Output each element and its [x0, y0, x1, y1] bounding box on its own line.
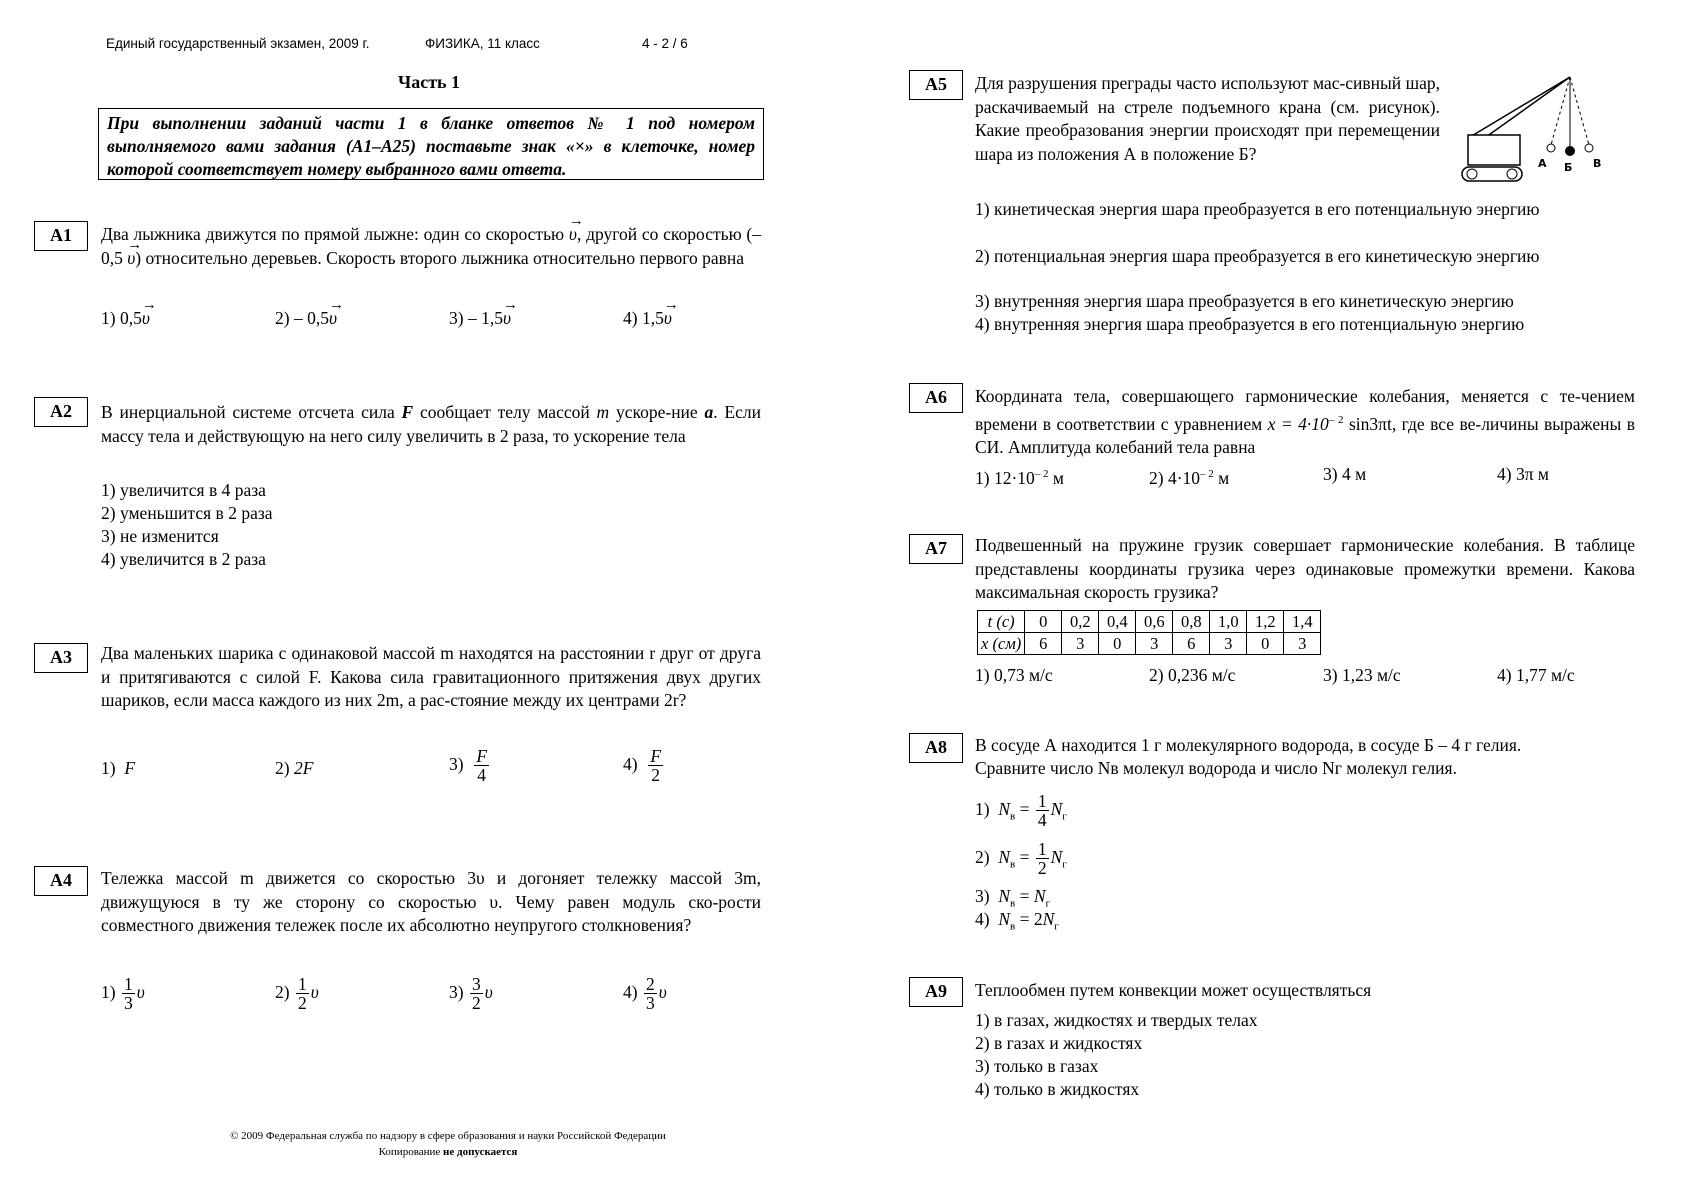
question-text-a7: Подвешенный на пружине грузик совершает гармонические колебания. В таблице представлены координаты грузика через одинаковые промежутки времени. Какова максимальная скорость грузика? [975, 535, 1635, 602]
option-a1-2: 2) – 0,5→ υ [275, 307, 337, 330]
option-a5-3: 3) внутренняя энергия шара преобразуется в его кинетическую энергию [975, 291, 1514, 311]
question-text-a9: Теплообмен путем конвекции может осуществляться [975, 980, 1372, 1000]
option-a5-1: 1) кинетическая энергия шара преобразуется в его потенциальную энергию [975, 199, 1540, 219]
option-a8-2: 2) $N_в$ = $\frac{1}{2}$ $N_г$ [975, 839, 1067, 879]
option-a6-3: 3) 4 м [1323, 464, 1367, 484]
option-a2-3: 3) не изменится [101, 526, 219, 546]
option-a9-2: 2) в газах и жидкостях [975, 1033, 1143, 1053]
footer [168, 1128, 728, 1160]
option-a4-2: 2) $\frac{1}{2}$ υ [275, 974, 319, 1014]
velocity-vector: → υ [569, 223, 577, 247]
option-a3-1: 1) F [101, 758, 136, 778]
question-text-a5: Для разрушения преграды часто используют мас-сивный шар, раскачиваемый на стреле подъемного крана (см. рисунок). Какие преобразования энергии происходят при перемещении шара из положения А в положение Б? [975, 73, 1440, 164]
question-label-a2: А2 [34, 397, 88, 427]
question-label-a8: А8 [909, 733, 963, 763]
option-a7-2: 2) 0,236 м/с [1149, 665, 1236, 685]
instructions-box: При выполнении заданий части 1 в бланке ответов № 1 под номером выполняемого вами задания (А1–А25) поставьте знак «×» в клеточке, номер которой соответствует номеру выбранного вами ответа. [98, 108, 764, 180]
part-title: Часть 1 [398, 72, 461, 92]
exam-title: Единый государственный экзамен, 2009 г. [106, 36, 370, 51]
option-a3-3: 3) $\frac{F}{4}$ [449, 746, 488, 786]
option-a8-3: 3) $N_в = N_г$ [975, 886, 1051, 910]
option-a6-1: 1) $12\cdot 10^{- 2}$ м [975, 467, 1064, 488]
option-a4-4: 4) $\frac{2}{3}$ υ [623, 974, 667, 1014]
option-a1-3: 3) – 1,5→ υ [449, 307, 511, 330]
table-row: x (см) 6 3 0 3 6 3 0 3 [978, 633, 1321, 655]
question-label-a4: А4 [34, 866, 88, 896]
question-text-a4: Тележка массой m движется со скоростью 3υ и догоняет тележку массой 3m, движущуюся в ту же сторону со скоростью υ. Чему равен модуль ско-рости совместного движения тележек после их абсолютно неупругого столкновения? [101, 868, 761, 935]
option-a8-1: 1) $N_в$ = $\frac{1}{4}$ $N_г$ [975, 791, 1067, 831]
option-a3-4: 4) $\frac{F}{2}$ [623, 746, 662, 786]
question-text-a8-line2: Сравните число Nв молекул водорода и число Nг молекул гелия. [975, 758, 1457, 778]
option-a2-4: 4) увеличится в 2 раза [101, 549, 266, 569]
question-label-a9: А9 [909, 977, 963, 1007]
crane-figure [1458, 75, 1630, 187]
question-label-a5: А5 [909, 70, 963, 100]
question-label-a3: А3 [34, 643, 88, 673]
page-number: 4 - 2 / 6 [642, 36, 688, 51]
question-text-a8-line1: В сосуде А находится 1 г молекулярного водорода, в сосуде Б – 4 г гелия. [975, 735, 1522, 755]
data-table-a7 [977, 610, 1321, 655]
question-text-a3: Два маленьких шарика с одинаковой массой m находятся на расстоянии r друг от друга и притягиваются с силой F. Какова сила гравитационного притяжения двух других шариков, если масса каждого из них 2m, а рас-стояние между их центрами 2r? [101, 643, 761, 710]
question-label-a6: А6 [909, 383, 963, 413]
option-a1-4: 4) 1,5→ υ [623, 307, 672, 330]
question-text-a1: Два лыжника движутся по прямой лыжне: один со скоростью → υ, другой со скоростью (– 0,5 → υ) относительно деревьев. Скорость второго лыжника относительно первого равна [101, 223, 761, 270]
option-a7-4: 4) 1,77 м/с [1497, 665, 1575, 685]
option-a8-4: 4) $N_в = 2N_г$ [975, 909, 1059, 933]
option-a9-4: 4) только в жидкостях [975, 1079, 1140, 1099]
option-a4-3: 3) $\frac{3}{2}$ υ [449, 974, 493, 1014]
option-a4-1: 1) $\frac{1}{3}$ υ [101, 974, 145, 1014]
table-row: t (с) 0 0,2 0,4 0,6 0,8 1,0 1,2 1,4 [978, 611, 1321, 633]
copy-notice: Копирование не допускается [378, 1146, 518, 1158]
option-a9-1: 1) в газах, жидкостях и твердых телах [975, 1010, 1258, 1030]
question-label-a1: А1 [34, 221, 88, 251]
copyright-line: © 2009 Федеральная служба по надзору в сфере образования и науки Российской Федерации [230, 1130, 666, 1142]
option-a2-2: 2) уменьшится в 2 раза [101, 503, 273, 523]
option-a6-4: 4) 3π м [1497, 464, 1549, 484]
label-a: А [1538, 157, 1547, 170]
option-a9-3: 3) только в газах [975, 1056, 1099, 1076]
option-a3-2: 2) 2F [275, 758, 314, 778]
option-a6-2: 2) $4\cdot 10^{- 2}$ м [1149, 467, 1230, 488]
question-text-a2: В инерциальной системе отсчета сила F сообщает телу массой m ускоре-ние a. Если массу тела и действующую на него силу увеличить в 2 раза, то ускорение тела [101, 402, 761, 446]
option-a5-2: 2) потенциальная энергия шара преобразуется в его кинетическую энергию [975, 246, 1540, 266]
option-a7-1: 1) 0,73 м/с [975, 665, 1053, 685]
option-a1-1: 1) 0,5→ υ [101, 307, 150, 330]
option-a2-1: 1) увеличится в 4 раза [101, 480, 266, 500]
question-text-a6: Координата тела, совершающего гармонические колебания, меняется с те-чением времени в соответствии с уравнением $x = 4\cdot 10^{- 2}$ sin3πt, где все ве-личины выражены в СИ. Амплитуда колебаний тела равна [975, 386, 1636, 457]
question-label-a7: А7 [909, 534, 963, 564]
velocity-vector: → υ [127, 247, 135, 271]
option-a7-3: 3) 1,23 м/с [1323, 665, 1401, 685]
label-v: В [1593, 157, 1602, 170]
option-a5-4: 4) внутренняя энергия шара преобразуется в его потенциальную энергию [975, 314, 1525, 334]
subject-title: ФИЗИКА, 11 класс [425, 36, 540, 51]
label-b: Б [1564, 161, 1573, 174]
